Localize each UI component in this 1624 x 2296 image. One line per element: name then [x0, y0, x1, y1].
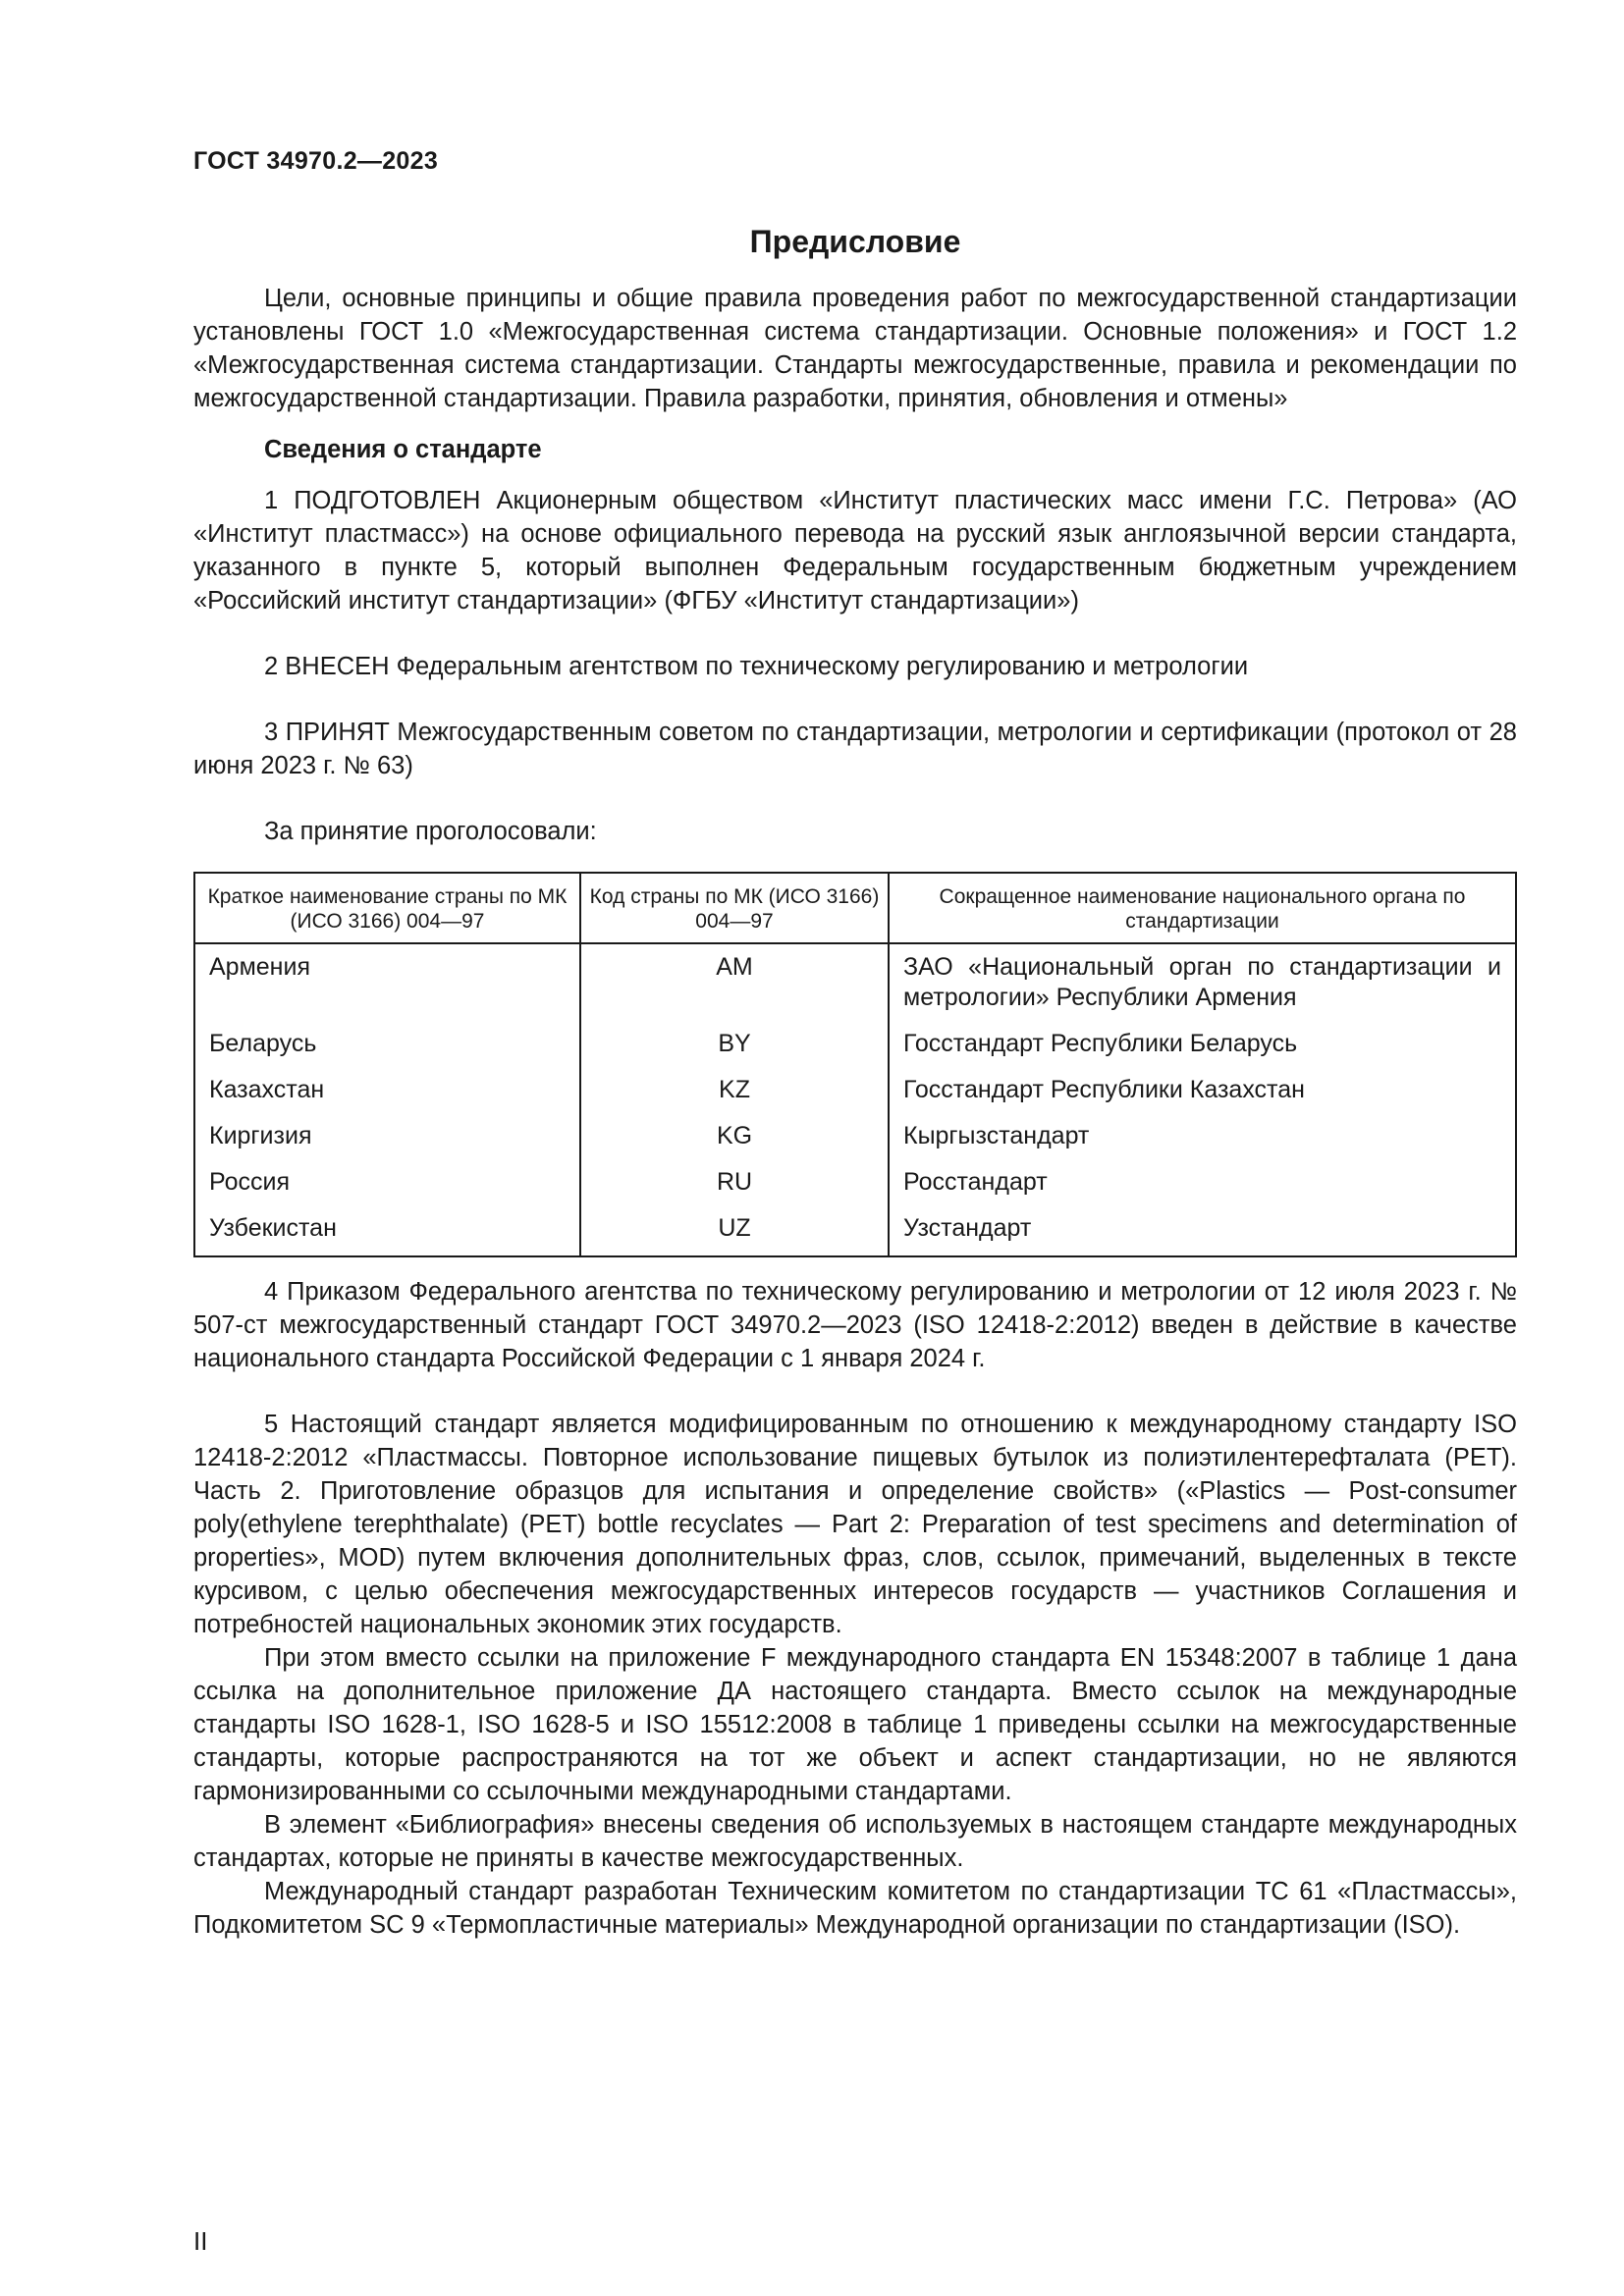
item-5-committee-paragraph: Международный стандарт разработан Техническим комитетом по стандартизации ТС 61 «Пластмассы», Подкомитетом SC 9 «Термопластичные материалы» Международной организации по стандартизации (ISO).	[193, 1878, 1517, 1939]
national-body-cell: Росстандарт	[889, 1167, 1516, 1213]
voting-countries-table	[193, 872, 1517, 1257]
item-5-bibliography-paragraph: В элемент «Библиография» внесены сведения об используемых в настоящем стандарте международных стандартах, которые не приняты в качестве межгосударственных.	[193, 1811, 1517, 1872]
standard-info-heading: Сведения о стандарте	[264, 436, 542, 463]
table-header-row	[194, 873, 1516, 943]
item-1-paragraph: 1 ПОДГОТОВЛЕН Акционерным обществом «Институт пластических масс имени Г.С. Петрова» (АО «Институт пластмасс») на основе официального перевода на русский язык англоязычной версии стандарта, указанного в пункте 5, который выполнен Федеральным государственным бюджетным учреждением «Российский институт стандартизации» (ФГБУ «Институт стандартизации»)	[193, 487, 1517, 614]
item-5-paragraph: 5 Настоящий стандарт является модифицированным по отношению к международному стандарту ISO 12418-2:2012 «Пластмассы. Повторное использование пищевых бутылок из полиэтилентерефталата (PET). Часть 2. Приготовление образцов для испытания и определение свойств» («Plastics — Post-consumer poly(ethylene terephthalate) (PET) bottle recyclates — Part 2: Preparation of test specimens and determination of properties», MOD) путем включения дополнительных фраз, слов, ссылок, примечаний, выделенных в тексте курсивом, с целью обеспечения межгосударственных интересов государств — участников Соглашения и потребностей национальных экономик этих государств.	[193, 1411, 1517, 1638]
national-body-cell: Узстандарт	[889, 1213, 1516, 1256]
item-4-paragraph: 4 Приказом Федерального агентства по техническому регулированию и метрологии от 12 июля 2023 г. № 507-ст межгосударственный стандарт ГОСТ 34970.2—2023 (ISO 12418-2:2012) введен в действие в качестве национального стандарта Российской Федерации с 1 января 2024 г.	[193, 1278, 1517, 1372]
country-cell: Беларусь	[194, 1029, 580, 1075]
country-cell: Россия	[194, 1167, 580, 1213]
country-cell: Узбекистан	[194, 1213, 580, 1256]
code-cell: RU	[580, 1167, 889, 1213]
table-row	[194, 943, 1516, 1029]
table-row	[194, 1075, 1516, 1121]
code-cell: UZ	[580, 1213, 889, 1256]
national-body-cell: Госстандарт Республики Беларусь	[889, 1029, 1516, 1075]
intro-paragraph: Цели, основные принципы и общие правила проведения работ по межгосударственной стандартизации установлены ГОСТ 1.0 «Межгосударственная система стандартизации. Основные положения» и ГОСТ 1.2 «Межгосударственная система стандартизации. Стандарты межгосударственные, правила и рекомендации по межгосударственной стандартизации. Правила разработки, принятия, обновления и отмены»	[193, 285, 1517, 412]
code-cell: BY	[580, 1029, 889, 1075]
document-code: ГОСТ 34970.2—2023	[193, 147, 439, 175]
country-cell: Казахстан	[194, 1075, 580, 1121]
header-code: Код страны по МК (ИСО 3166) 004—97	[580, 873, 889, 943]
code-cell: AM	[580, 943, 889, 1029]
table-row	[194, 1029, 1516, 1075]
table-row	[194, 1213, 1516, 1256]
header-country: Краткое наименование страны по МК (ИСО 3166) 004—97	[194, 873, 580, 943]
country-cell: Киргизия	[194, 1121, 580, 1167]
item-2-paragraph: 2 ВНЕСЕН Федеральным агентством по техническому регулированию и метрологии	[264, 653, 1249, 680]
page-title: Предисловие	[749, 224, 961, 259]
foreword-body	[193, 282, 1517, 1942]
table-row	[194, 1121, 1516, 1167]
national-body-cell: Кыргызстандарт	[889, 1121, 1516, 1167]
item-3-paragraph: 3 ПРИНЯТ Межгосударственным советом по стандартизации, метрологии и сертификации (протокол от 28 июня 2023 г. № 63)	[193, 719, 1517, 779]
national-body-cell: ЗАО «Национальный орган по стандартизации и метрологии» Республики Армения	[889, 943, 1516, 1029]
national-body-cell: Госстандарт Республики Казахстан	[889, 1075, 1516, 1121]
page-number: II	[193, 2226, 208, 2256]
code-cell: KZ	[580, 1075, 889, 1121]
country-cell: Армения	[194, 943, 580, 1029]
code-cell: KG	[580, 1121, 889, 1167]
header-national-body: Сокращенное наименование национального органа по стандартизации	[889, 873, 1516, 943]
item-5-references-paragraph: При этом вместо ссылки на приложение F международного стандарта EN 15348:2007 в таблице 1 дана ссылка на дополнительное приложение ДА настоящего стандарта. Вместо ссылок на международные стандарты ISO 1628-1, ISO 1628-5 и ISO 15512:2008 в таблице 1 приведены ссылки на межгосударственные стандарты, которые распространяются на тот же объект и аспект стандартизации, но не являются гармонизированными со ссылочными международными стандартами.	[193, 1644, 1517, 1805]
table-row	[194, 1167, 1516, 1213]
voted-label: За принятие проголосовали:	[264, 818, 597, 845]
